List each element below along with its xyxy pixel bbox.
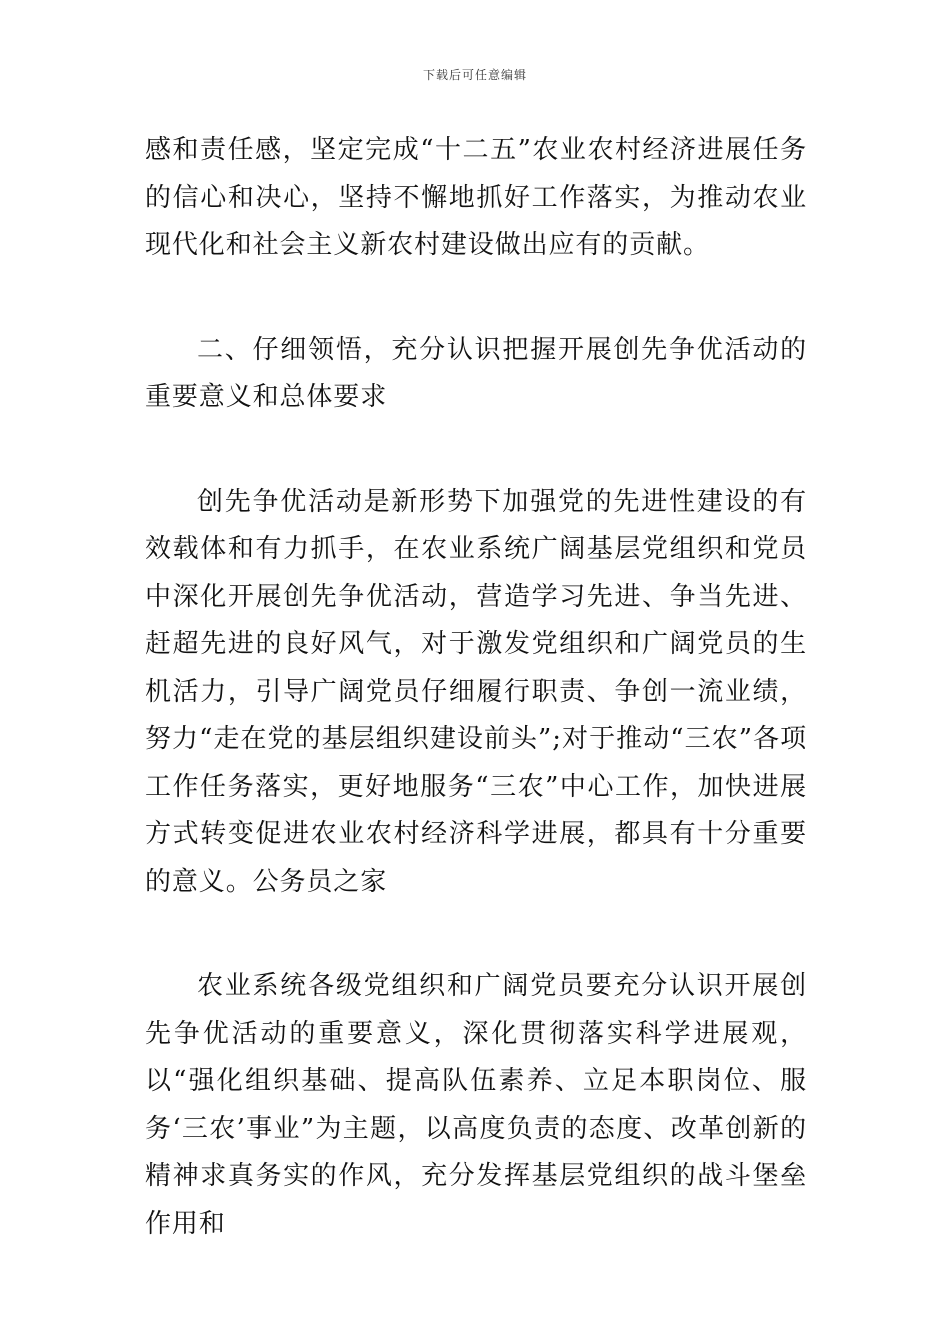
page-header: 下载后可任意编辑 — [422, 68, 527, 82]
paragraph-gap — [145, 906, 807, 963]
paragraph-gap — [145, 270, 807, 327]
document-body — [145, 127, 807, 1248]
paragraph-continuation: 感和责任感，坚定完成“十二五”农业农村经济进展任务的信心和决心，坚持不懈地抓好工作落实，为推动农业现代化和社会主义新农村建设做出应有的贡献。 — [145, 135, 807, 260]
paragraph-requirements: 农业系统各级党组织和广阔党员要充分认识开展创先争优活动的重要意义，深化贯彻落实科学进展观，以“强化组织基础、提高队伍素养、立足本职岗位、服务‘三农’事业”为主题，以高度负责的态度、改革创新的精神求真务实的作风，充分发挥基层党组织的战斗堡垒作用和 — [145, 971, 807, 1239]
paragraph-gap — [145, 422, 807, 479]
section-heading: 二、仔细领悟，充分认识把握开展创先争优活动的重要意义和总体要求 — [145, 334, 807, 412]
paragraph-significance: 创先争优活动是新形势下加强党的先进性建设的有效载体和有力抓手，在农业系统广阔基层党组织和党员中深化开展创先争优活动，营造学习先进、争当先进、赶超先进的良好风气，对于激发党组织和广阔党员的生机活力，引导广阔党员仔细履行职责、争创一流业绩，努力“走在党的基层组织建设前头”;对于推动“三农”各项工作任务落实，更好地服务“三农”中心工作，加快进展方式转变促进农业农村经济科学进展，都具有十分重要的意义。公务员之家 — [145, 486, 807, 897]
